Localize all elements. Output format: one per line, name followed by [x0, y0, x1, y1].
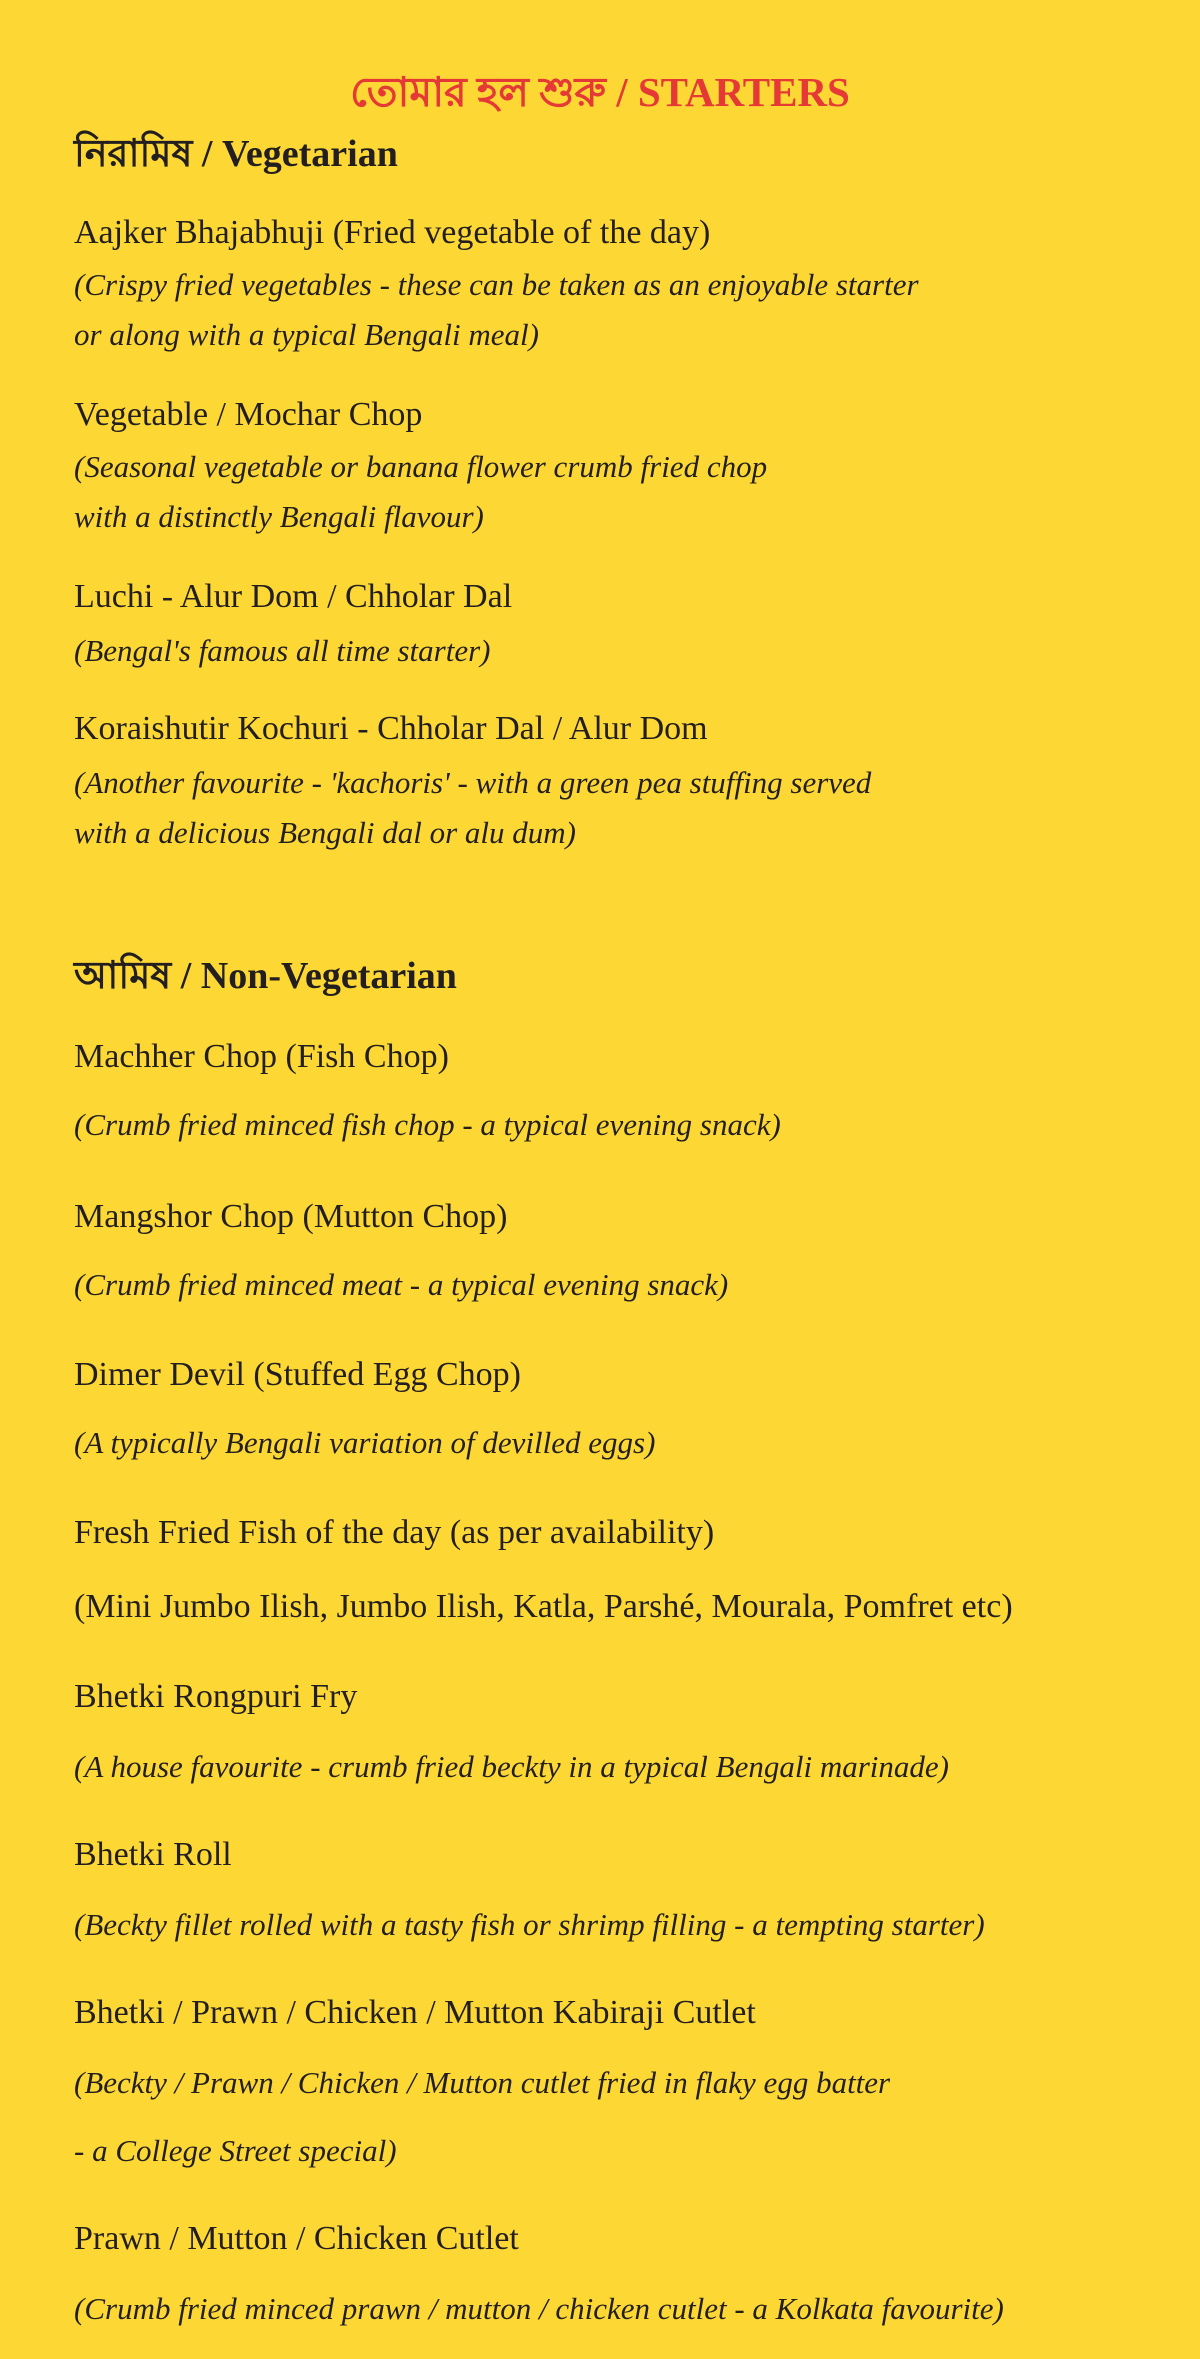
menu-item-description: (Crispy fried vegetables - these can be taken as an enjoyable starter	[74, 267, 919, 302]
menu-item-name: Fresh Fried Fish of the day (as per availability)	[74, 1514, 715, 1551]
menu-item-description: (A typically Bengali variation of devilled eggs)	[74, 1425, 656, 1460]
menu-item-name: Dimer Devil (Stuffed Egg Chop)	[74, 1356, 521, 1393]
menu-item-description: - a College Street special)	[74, 2133, 397, 2168]
menu-item-description: (Crumb fried minced prawn / mutton / chicken cutlet - a Kolkata favourite)	[74, 2291, 1004, 2326]
menu-item-name: Machher Chop (Fish Chop)	[74, 1038, 449, 1075]
menu-item-name: Aajker Bhajabhuji (Fried vegetable of the day)	[74, 214, 711, 251]
menu-item-description: (Bengal's famous all time starter)	[74, 633, 491, 668]
menu-item-description: (A house favourite - crumb fried beckty in a typical Bengali marinade)	[74, 1749, 949, 1784]
menu-item-description: (Beckty / Prawn / Chicken / Mutton cutlet fried in flaky egg batter	[74, 2065, 891, 2100]
section-heading-non-vegetarian: আমিষ / Non-Vegetarian	[74, 955, 457, 997]
section-heading-vegetarian: নিরামিষ / Vegetarian	[74, 133, 398, 175]
menu-item-name: Bhetki Roll	[74, 1836, 232, 1873]
menu-item-description: or along with a typical Bengali meal)	[74, 317, 539, 352]
menu-item-name: Prawn / Mutton / Chicken Cutlet	[74, 2220, 519, 2257]
menu-item-name: Bhetki / Prawn / Chicken / Mutton Kabiraji Cutlet	[74, 1994, 756, 2031]
menu-item-description: with a distinctly Bengali flavour)	[74, 499, 484, 534]
menu-title: তোমার হল শুরু / STARTERS	[350, 69, 850, 115]
menu-item-name: Vegetable / Mochar Chop	[74, 396, 423, 433]
menu-item-description: (Mini Jumbo Ilish, Jumbo Ilish, Katla, Parshé, Mourala, Pomfret etc)	[74, 1588, 1013, 1625]
menu-item-description: (Crumb fried minced fish chop - a typical evening snack)	[74, 1107, 781, 1142]
menu-item-name: Luchi - Alur Dom / Chholar Dal	[74, 578, 513, 615]
menu-item-description: (Another favourite - 'kachoris' - with a green pea stuffing served	[74, 765, 872, 800]
menu-item-name: Mangshor Chop (Mutton Chop)	[74, 1198, 508, 1235]
menu-item-description: (Seasonal vegetable or banana flower crumb fried chop	[74, 449, 768, 484]
menu-item-description: (Beckty fillet rolled with a tasty fish or shrimp filling - a tempting starter)	[74, 1907, 985, 1942]
menu-item-description: (Crumb fried minced meat - a typical evening snack)	[74, 1267, 729, 1302]
menu-item-name: Bhetki Rongpuri Fry	[74, 1678, 358, 1715]
menu-item-description: with a delicious Bengali dal or alu dum)	[74, 815, 576, 850]
menu-item-name: Koraishutir Kochuri - Chholar Dal / Alur Dom	[74, 710, 708, 747]
